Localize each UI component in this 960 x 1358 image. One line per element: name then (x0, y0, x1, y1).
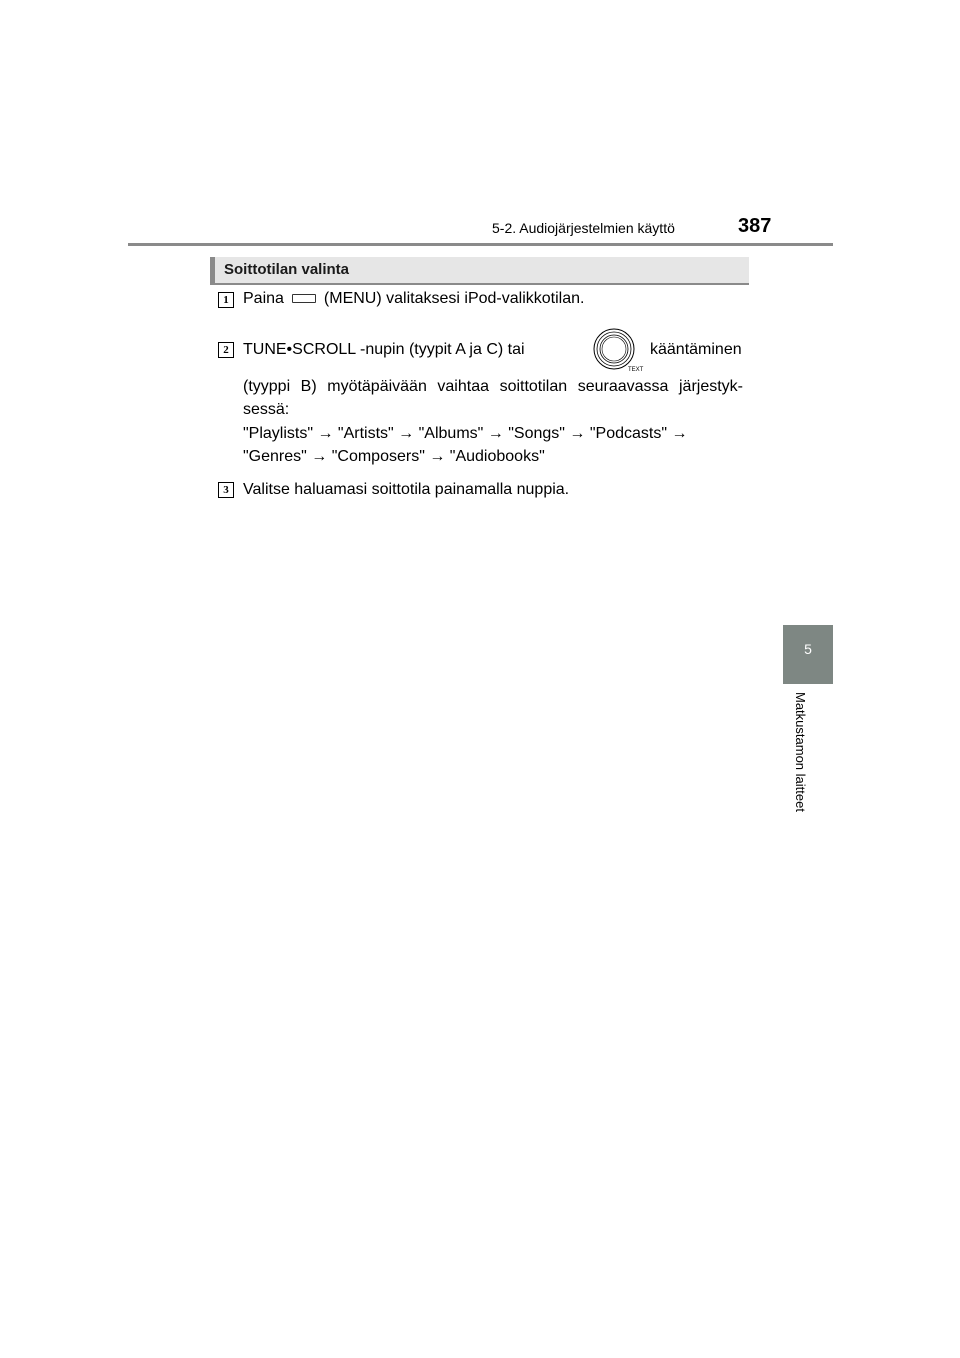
step-2-sequence-line2: "Genres" → "Composers" → "Audiobooks" (243, 448, 545, 465)
step-1-text-after: (MENU) valitaksesi iPod-valikkotilan. (323, 290, 585, 307)
header-divider (128, 243, 833, 246)
step-number-3: 3 (218, 482, 234, 498)
step-number-1: 1 (218, 292, 234, 308)
chapter-tab (783, 625, 833, 684)
menu-button-icon (292, 294, 316, 303)
step-3-text: Valitse haluamasi soittotila painamalla nuppia. (243, 481, 570, 498)
step-2-line1-before: TUNE•SCROLL -nupin (tyypit A ja C) tai (243, 341, 525, 358)
step-1-text (243, 290, 584, 308)
step-2-sequence-line1: "Playlists" → "Artists" → "Albums" → "Songs" → "Podcasts" → (243, 425, 688, 442)
section-title: Soittotilan valinta (224, 261, 350, 278)
chapter-number: 5 (804, 641, 812, 657)
heading-accent-bar (210, 257, 215, 283)
step-number-2: 2 (218, 342, 234, 358)
step-1-text-before: Paina (243, 290, 284, 307)
step-2-line3: sessä: (243, 401, 290, 418)
header-section-title: 5-2. Audiojärjestelmien käyttö (492, 220, 675, 236)
step-2-line2: (tyyppi B) myötäpäivään vaihtaa soittotilan seuraavassa järjestyk- (243, 378, 743, 395)
section-heading (210, 257, 749, 285)
tune-knob-icon (590, 327, 644, 373)
page-number: 387 (738, 215, 772, 237)
chapter-title: Matkustamon laitteet (793, 692, 808, 812)
step-2-line1-after: kääntäminen (650, 341, 742, 358)
knob-text-label: TEXT (628, 367, 644, 373)
